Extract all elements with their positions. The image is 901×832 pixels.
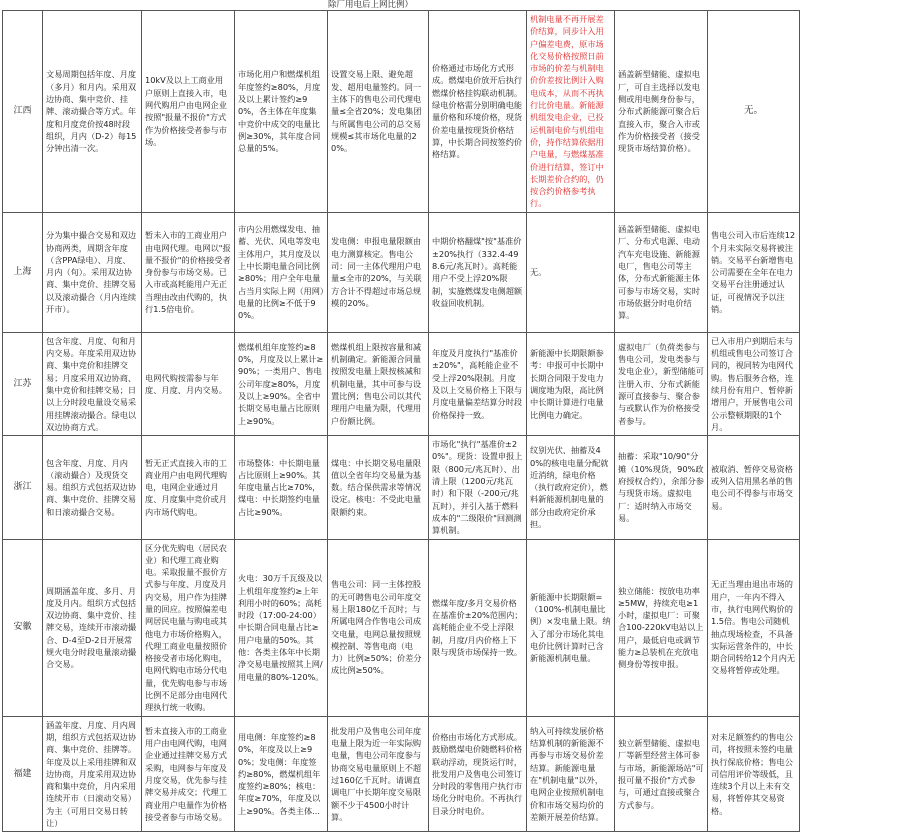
- table-cell: 被取消、暂停交易资格或列入信用黑名单的售电公司不得参与市场交易。: [708, 436, 800, 539]
- table-cell: 涵盖新型储能、虚拟电厂、分布式电源、电动汽车充电设施、新能源电厂，售电公司等主体，分布式新能源主体可参与市场交易，实时市场依据分时电价结算。: [615, 212, 708, 332]
- table-cell: 市场整体：中长期电量占比原则上≥90%。其年度电量占比≥70%，煤电：中长期签约电量占比≥90%。: [235, 436, 328, 539]
- province-cell: 江苏: [3, 332, 43, 435]
- province-cell: 上海: [3, 212, 43, 332]
- table-cell: 无。: [708, 11, 800, 213]
- table-cell: 无。: [527, 212, 615, 332]
- table-cell: 文易周期包括年度、月度（多月）和月内。采用双边协商、集中竞价、挂牌、滚动撮合等方式。年度和月度竞价按48时段组织，月内（D-2）每15分钟出清一次。: [43, 11, 142, 213]
- province-cell: 江西: [3, 11, 43, 213]
- header-fragment: 除厂用电后上网比例）: [328, 0, 414, 10]
- table-cell: 价格通过市场化方式形成。燃煤电价放开后执行燃煤价格挂钩联动机制。绿电价格需分别明确电能量价格和环境价格，现货价差电量按现货价格结算，中长期合同按签约价格结算。: [429, 11, 527, 213]
- table-cell: 新能源中长期限额参考：申报可中长期中长期合同限于发电力调度地为限，高比例中长期计算进行电量比例电力确定。: [527, 332, 615, 435]
- province-cell: 安徽: [3, 539, 43, 716]
- table-cell: 新能源中长期限额=（100%-机制电量比例）×发电量上限。纳入了部分市场化其电电价比例计算时已含新能源机制电量。: [527, 539, 615, 716]
- highlighted-text: 机制电量不再开展差价结算，同步计入用户偏差电费，原市场化交易价格按照日前市场的价差与机制电价价差按比例计入购电成本，从而不再执行比价电量。新能源机组发电企业，已投运机制电价与机组电价，持作结算依据用户电量，与燃煤基准价进行结算，签订中长期差价合约的，仍按合约价格参考执行。: [530, 14, 604, 209]
- table-row: [3, 332, 900, 435]
- table-cell: 价格由市场化方式形成。鼓励燃煤电价随燃料价格联动浮动，现货运行时，批发用户及售电公司签订分时段的零售用户执行市场化分时电价。不再执行目录分时电价。: [429, 716, 527, 832]
- province-cell: 浙江: [3, 436, 43, 539]
- table-cell: 电网代购按需参与年度、月度、月内交易。: [142, 332, 235, 435]
- table-row: [3, 212, 900, 332]
- table-cell: 中期价格翻煤"按"基准价±20%执行（332.4-498.6元/兆瓦时）。高耗能用户不受上浮20%限制，实施燃煤发电侧超额收益回收机制。: [429, 212, 527, 332]
- table-cell: 包含年度、月度、旬和月内交易。年度采用双边协商、集中竞价和挂牌交易；月度采用双边协商、集中竞价和挂牌交易；日以上分时段电量设交易采用挂牌滚动撮合。绿电以双边协商方式。: [43, 332, 142, 435]
- table-cell: 纳入可持续发展价格结算机制的新能源不再参与市场交易价差结算。新能源电量在"机制电量"以外，电网企业按照机制电价和市场交易均价的差额开展差价结算。: [527, 716, 615, 832]
- table-cell: 煤电：中长期交易电量限值以全省年均交易量为基数。结合保供需求等情况设定。核电：不受此电量限额约束。: [328, 436, 429, 539]
- table-cell: 周期涵盖年度、多月、月度及月内。组织方式包括双边协商、集中竞价、挂牌交易，连续开市滚动撮合、D-4至D-2日开展常规火电分时段电量滚动撮合交易。: [43, 539, 142, 716]
- table-cell: 纹别光伏、抽蓄及40%的核电电量分配就近消纳，绿电价格（执行政府定价），燃料新能源机制电量的部分由政府定价承担。: [527, 436, 615, 539]
- table-cell: 设置交易上限、避免超发、超用电量签约。同一主体下的售电公司代理电量≤全省20%；发电集团与所属售电公司的总交易规模≤其市场化电量的20%。: [328, 11, 429, 213]
- table-cell: 暂未直接入市的工商业用户由电网代购，电网企业通过挂牌交易方式采购，电网参与年度及月度交易，优先参与挂牌交易并成交；代理工商业用户电量作为价格接受者参与市场交易。: [142, 716, 235, 832]
- table-cell: 批发用户及售电公司年度电量上限为近一年实际购电量，售电公司年度参与协商交易电量原则上不超过160亿千瓦时。请调直调电厂中长期年度交易限额不少于4500小时计算。: [328, 716, 429, 832]
- header-fragment-strip: [0, 0, 901, 10]
- table-cell: 年度及月度执行"基准价±20%"，高耗能企业不受上浮20%限制。月度及以上交易价格上下限与月度电量偏差结算分时段价格保持一致。: [429, 332, 527, 435]
- table-cell: 暂无正式直接入市的工商业用户由电网代理购电，电网企业通过月度、月度集中竞价或月内市场代购电。: [142, 436, 235, 539]
- table-cell: 10kV及以上工商业用户原则上直接入市，电网代购用户由电网企业按照"报量不报价"方式作为价格接受者参与市场。: [142, 11, 235, 213]
- table-cell: 独立新型储能、虚拟电厂等新型经营主体可参与市场，新能源场站"可报可量不报价"方式参与，可通过直接或聚合方式参与。: [615, 716, 708, 832]
- table-cell: 分为集中撮合交易和双边协商两类，周期含年度（含PPA绿电）、月度、月内（旬）。采用双边协商、集中竞价、挂牌交易以及滚动撮合（月内连续开市）。: [43, 212, 142, 332]
- table-cell: 市内公用燃煤发电、抽蓄、光伏、风电等发电主体用户，其月度及以上中长期电量合同比例≥80%；用户全年电量占当月实际上网（用网）电量的比例≥不低于90%。: [235, 212, 328, 332]
- table-cell: 涵盖年度、月度、月内周期，组织方式包括双边协商、集中竞价、挂牌等。年度及以上采用挂牌和双边协商，月度采用双边协商和集中竞价，月内采用连续开市（日滚动交易）为主（可用日交易日转让）: [43, 716, 142, 832]
- table-cell: 暂未入市的工商业用户由电网代理。电网以"报量不报价"的价格接受者身份参与市场交易。已入市或高耗能用户无正当理由改由代购的，执行1.5倍电价。: [142, 212, 235, 332]
- table-cell: 用电侧：年度签约≥80%，年度及以上≥90%；发电侧：年度签约≥80%，燃煤机组年度签约≥80%；核电：年度≥70%，年度及以上≥90%。各类主体...: [235, 716, 328, 832]
- province-cell: 福建: [3, 716, 43, 832]
- table-cell: 对未足额签约的售电公司，将按照未签约电量执行保底价格；售电公司信用评价等级低，且连续3个月以上未有交易，将暂停其交易资格。: [708, 716, 800, 832]
- table-cell: 无正当理由退出市场的用户，一年内不得入市，执行电网代购价的1.5倍。售电公司随机抽点现场检查，不具备实际运营条件的，中长期合同转给12个月内无交易将暂停或处理。: [708, 539, 800, 716]
- table-cell: 发电侧：申报电量限额由电力测算核定。售电公司：同一主体代理用户电量≤全市的20%，与关联方合计不得超过市场总规模的20%。: [328, 212, 429, 332]
- table-row: [3, 716, 900, 832]
- table-row: [3, 436, 900, 539]
- table-cell: 火电：30万千瓦级及以上机组年度签约≥上年利用小时的60%；高耗时段（17:00-24:00）中长期合同电量占比≥用户电量的50%。其他：各类主体年中长期净交易电量按照其上网/用电量的80%-120%。: [235, 539, 328, 716]
- province-comparison-table: [2, 10, 900, 832]
- table-cell: 抽蓄：采取"10/90"分摊（10%现货，90%政府授权合约），余部分参与现货市场。虚拟电厂：适时纳入市场交易。: [615, 436, 708, 539]
- table-cell: 已入市用户到期后未与机组或售电公司签订合同的，视同转为电网代购。售后服务合格，连续月份有用户、暂停新增用户，开展售电公司公示整顿期限的1个月。: [708, 332, 800, 435]
- table-cell: 区分优先购电（居民农业）和代理工商业购电。采取报量不报价方式参与年度、月度及月内交易，用户作为挂牌量的回应。按照偏差电网居民电量与购电或其他电力市场价格购入，代理工商业电量按照价格接受者市场化购电，电网代购电市场分代电量，优先购电参与市场比例不足部分由电网代理执行统一收购。: [142, 539, 235, 716]
- table-cell: [527, 11, 615, 213]
- table-cell: 燃煤年度/多月交易价格在基准价±20%范围内；高耗能企业不受上浮限制，月度/月内价格上下限与现货市场保持一致。: [429, 539, 527, 716]
- table-cell: 包含年度、月度、月内（滚动撮合）及现货交易。组织方式包括双边协商、集中竞价、挂牌交易和日滚动撮合交易。: [43, 436, 142, 539]
- table-cell: 燃煤机组年度签约≥80%，月度及以上累计≥90%；一类用户、售电公司年度≥80%，月度及以上≥90%。全省中长期交易电量占比原则上≥90%。: [235, 332, 328, 435]
- table-cell: 独立储能：按放电功率≥5MW，持续充电≥1小时，虚拟电厂：可聚合100-220kV电站以上用户，最低启电或调节能力≥总装机在充放电侧身份等按申报。: [615, 539, 708, 716]
- table-row: [3, 11, 900, 213]
- table-row: [3, 539, 900, 716]
- table-cell: 虚拟电厂（负荷类参与售电公司，发电类参与发电企业），新型储能可注册入市、分布式新能源可直接参与、聚合参与或默认作为价格接受者参与。: [615, 332, 708, 435]
- table-cell: 市场化"执行"基准价±20%"。现货：设置申报上限（800元/兆瓦时）、出清上限（1200元/兆瓦时）和下限（-200元/兆瓦时），并引入基于燃料成本的"二级限价"回测测算机制。: [429, 436, 527, 539]
- table-cell: 燃煤机组上限按容量和减机制确定。新能源合同量按照发电量上限按核减和机制电量，其中可参与设置比例；售电公司以其代理用户电量为限，代理用户份额比例。: [328, 332, 429, 435]
- table-cell: 市场化用户和燃煤机组年度签约≥80%，月度及以上累计签约≥90%，各主体在年度集中竞价中成交的电量比例≥30%，其年度合同总量的5%。: [235, 11, 328, 213]
- table-cell: 售电公司：同一主体控股的无可聘售电公司年度交易上限180亿千瓦时；与所属电网合作售电公司成交电量，电网总量按照规模控制、等售电商（电力）比例≥50%；价差分成比例≥50%。: [328, 539, 429, 716]
- table-cell: 涵盖新型储能、虚拟电厂，可自主选择以发电侧或用电侧身份参与，分布式新能源可聚合后直接入市，聚合入市或作为价格接受者（接受现货市场结算价格）。: [615, 11, 708, 213]
- table-cell: 售电公司入市后连续12个月未实际交易将被注销。交易平台新增售电公司需要在全年在电力交易平台注册通过认证，可视情况予以注销。: [708, 212, 800, 332]
